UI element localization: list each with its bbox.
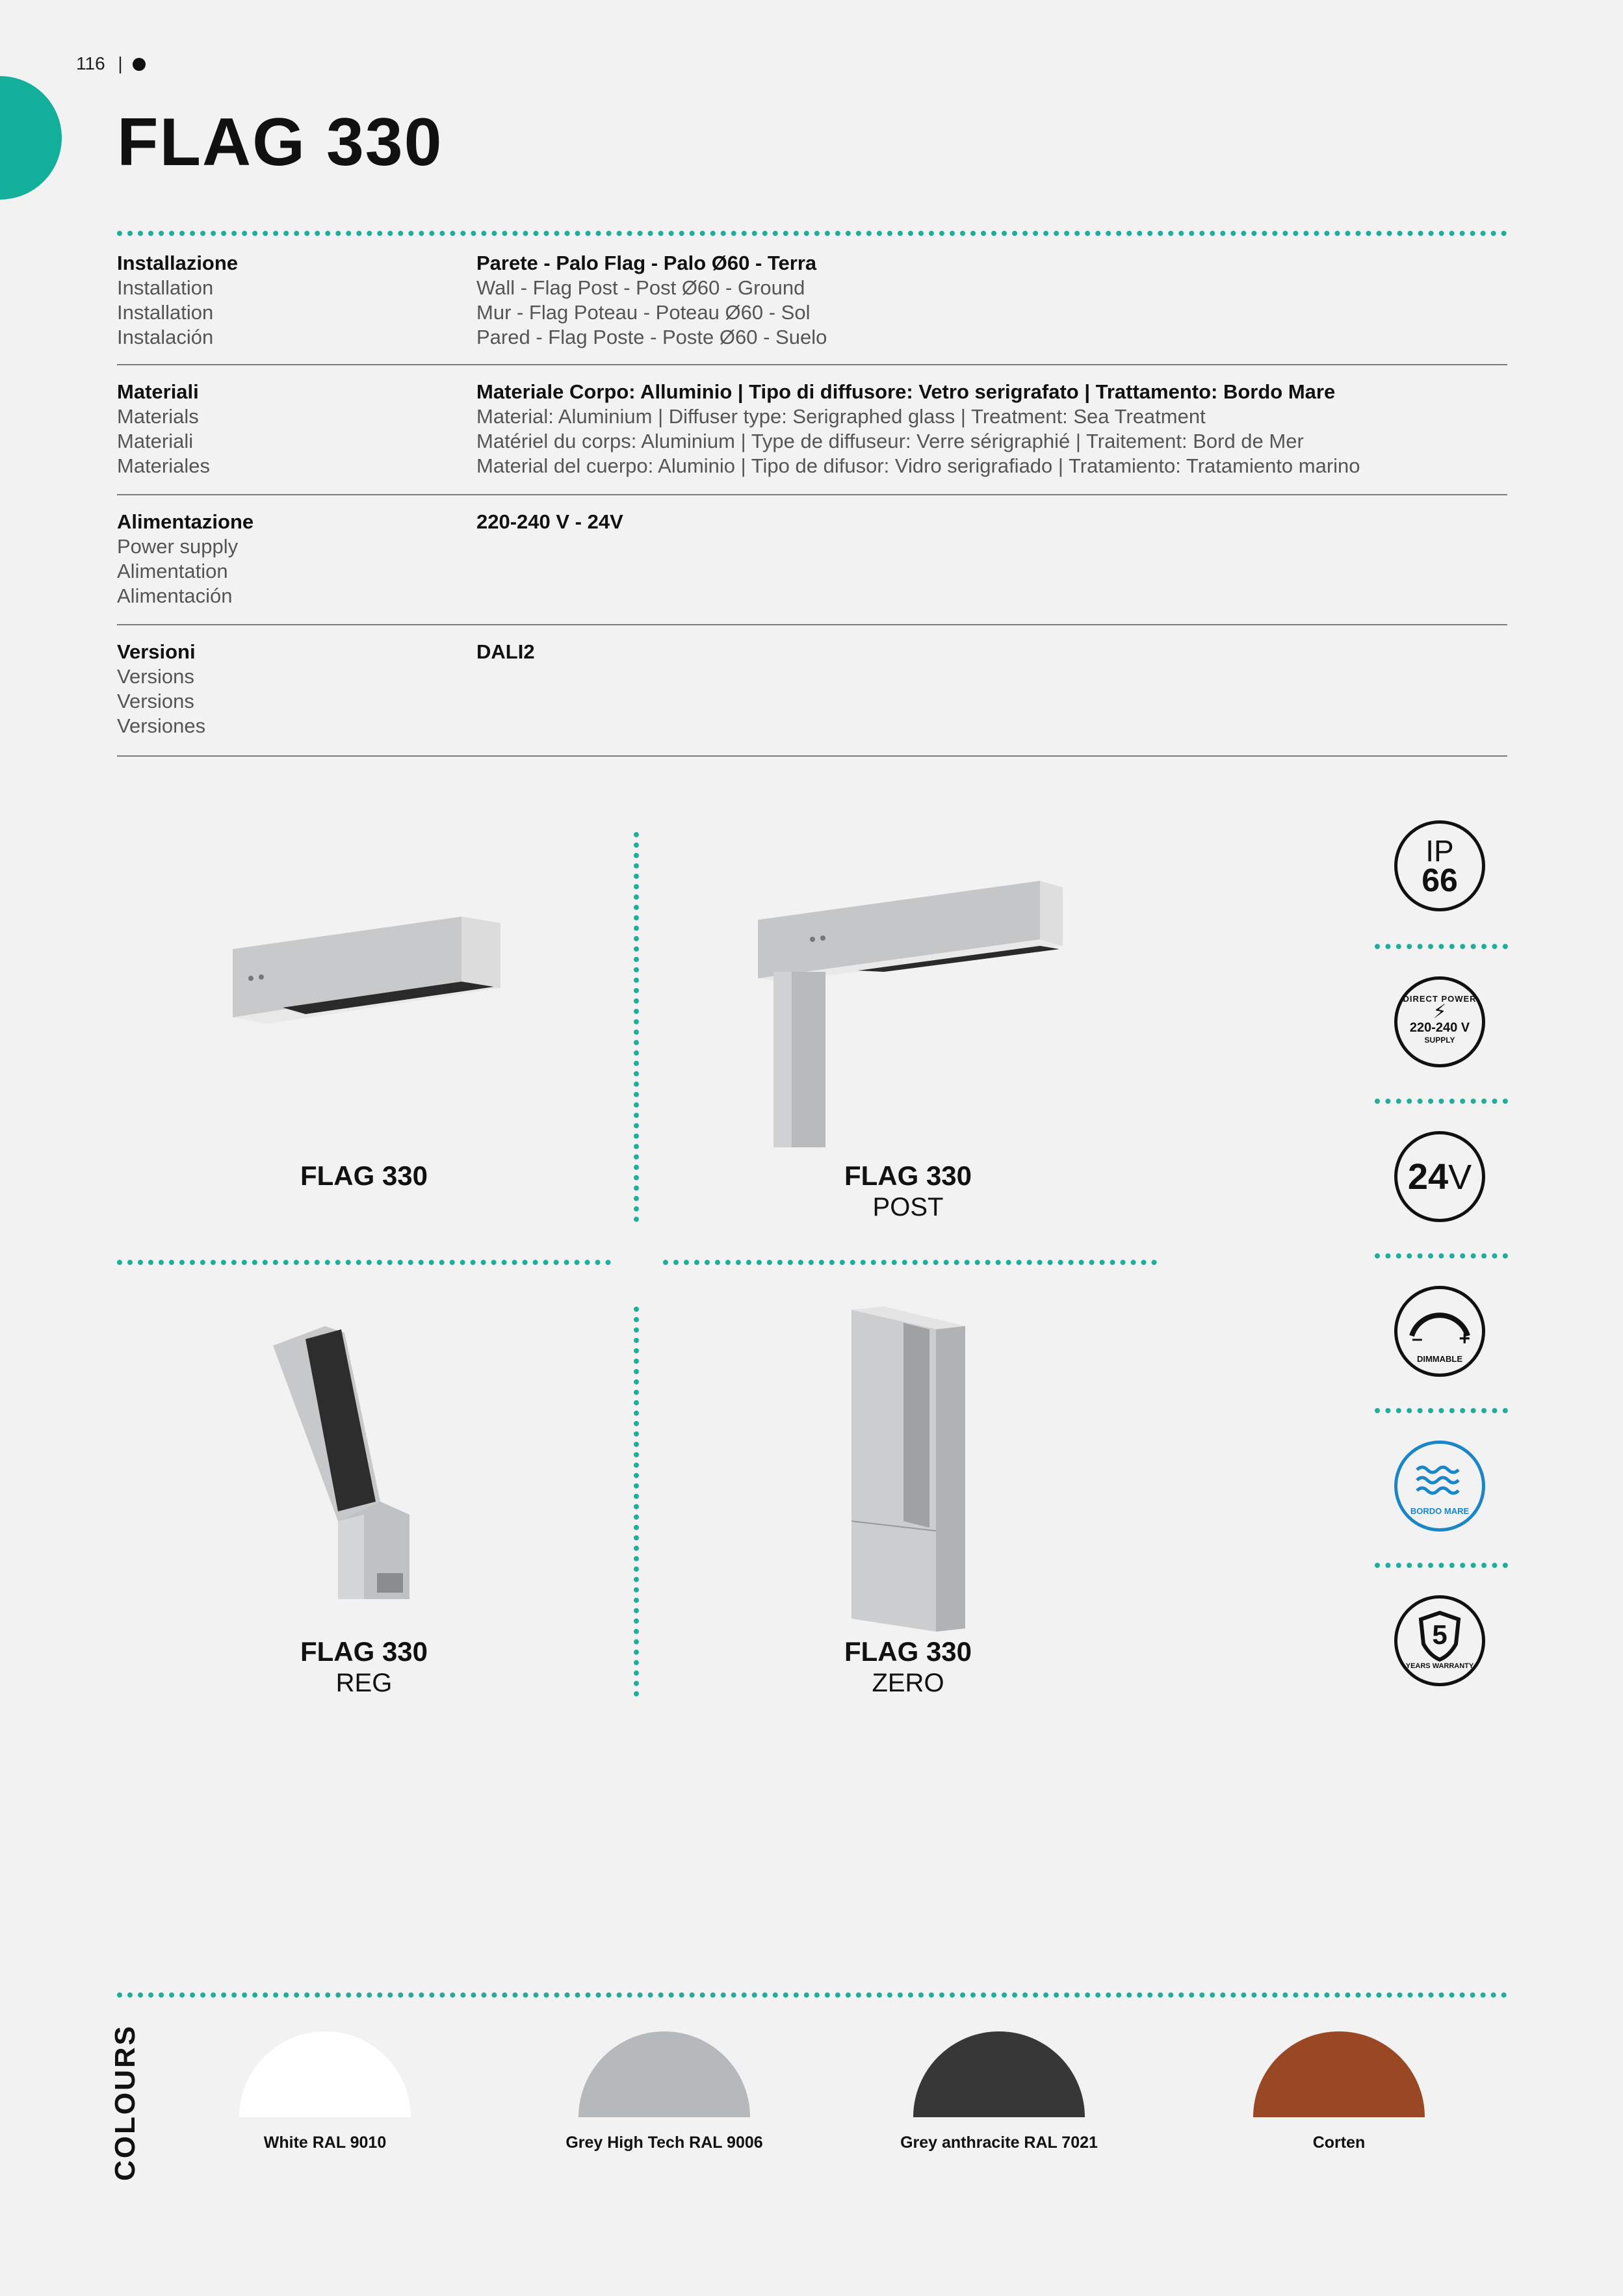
spec-label-it: Installazione: [117, 252, 239, 274]
bordo-mare-badge: [1394, 1441, 1485, 1532]
spec-value-it: 220-240 V - 24V: [476, 510, 623, 533]
spec-labels: [117, 640, 205, 738]
spec-label-fr: Materiali: [117, 430, 194, 452]
product-variant: POST: [872, 1193, 944, 1221]
colour-label: White RAL 9010: [263, 2133, 387, 2152]
divider-dotted: [1375, 1253, 1508, 1259]
voltage-range: 220-240 V: [1409, 1021, 1470, 1035]
warranty-years: 5: [1432, 1619, 1448, 1650]
spec-label-it: Materiali: [117, 380, 199, 403]
product-variant: ZERO: [872, 1669, 944, 1697]
spec-label-fr: Versions: [117, 690, 194, 712]
page-number-separator: |: [118, 53, 123, 73]
divider-dotted: [117, 1992, 1507, 1998]
divider-dotted: [663, 1260, 1157, 1265]
spec-label-es: Materiales: [117, 454, 210, 477]
spec-values: [476, 640, 535, 664]
divider-dotted-vertical: [634, 1307, 639, 1697]
lightning-icon: ⚡: [1433, 1001, 1447, 1023]
colour-swatch-anthracite: [913, 2031, 1085, 2117]
direct-power-label: DIRECT POWER: [1403, 994, 1477, 1004]
spec-value-fr: Mur - Flag Poteau - Poteau Ø60 - Sol: [476, 301, 811, 324]
warranty-label: YEARS WARRANTY: [1405, 1662, 1474, 1670]
spec-row-installation: [117, 237, 1507, 365]
spec-value-en: Wall - Flag Post - Post Ø60 - Ground: [476, 276, 805, 299]
bullet-dot-icon: [133, 58, 146, 71]
voltage-24v-badge: [1394, 1131, 1485, 1222]
spec-row-power-supply: [117, 495, 1507, 625]
ip-rating: 66: [1422, 862, 1458, 898]
colour-label: Grey anthracite RAL 7021: [900, 2133, 1098, 2152]
spec-label-it: Versioni: [117, 640, 196, 663]
divider-dotted: [1375, 1099, 1508, 1104]
spec-label-es: Alimentación: [117, 584, 233, 607]
page-title: FLAG 330: [117, 105, 443, 180]
product-name: FLAG 330: [300, 1160, 428, 1191]
product-name: FLAG 330: [844, 1160, 972, 1191]
ip66-badge: [1394, 820, 1485, 911]
colour-swatch-grey: [578, 2031, 750, 2117]
spec-label-it: Alimentazione: [117, 510, 254, 533]
spec-labels: [117, 510, 253, 608]
divider-dotted-vertical: [634, 832, 639, 1222]
spec-values: [476, 251, 827, 350]
product-name: FLAG 330: [844, 1636, 972, 1667]
spec-label-en: Power supply: [117, 535, 239, 558]
spec-labels: [117, 251, 238, 350]
spec-label-en: Materials: [117, 405, 199, 428]
divider-dotted: [117, 231, 1507, 236]
spec-value-it: DALI2: [476, 640, 535, 663]
spec-label-fr: Installation: [117, 301, 214, 324]
spec-value-en: Material: Aluminium | Diffuser type: Serigraphed glass | Treatment: Sea Treatment: [476, 405, 1206, 428]
dimmable-badge: [1394, 1286, 1485, 1377]
dim-plus: +: [1459, 1328, 1470, 1350]
spec-value-es: Material del cuerpo: Aluminio | Tipo de difusor: Vidro serigrafiado | Tratamiento: Tratamiento marino: [476, 454, 1360, 477]
product-image-flag-330: [227, 910, 507, 1060]
spec-values: [476, 380, 1360, 478]
colours-heading: COLOURS: [109, 2024, 141, 2181]
divider-dotted: [117, 1260, 611, 1265]
dim-minus: –: [1412, 1328, 1423, 1350]
spec-label-en: Installation: [117, 276, 214, 299]
product-image-flag-330-post: [754, 874, 1066, 1147]
divider-dotted: [1375, 1563, 1508, 1568]
spec-row-materials: [117, 365, 1507, 495]
page-number: [76, 53, 146, 74]
spec-values: [476, 510, 623, 534]
voltage-number: 24: [1407, 1156, 1449, 1197]
product-image-flag-330-zero: [845, 1307, 975, 1632]
waves-icon: [1397, 1458, 1482, 1504]
colour-label: Grey High Tech RAL 9006: [565, 2133, 763, 2152]
direct-power-badge: [1394, 976, 1485, 1067]
colour-swatch-white: [239, 2031, 411, 2117]
ip-label: IP: [1425, 834, 1454, 868]
product-variant: REG: [335, 1669, 393, 1697]
voltage-unit: V: [1448, 1158, 1472, 1197]
spec-label-es: Versiones: [117, 714, 206, 737]
divider-dotted: [1375, 1408, 1508, 1413]
product-image-flag-330-reg: [266, 1326, 416, 1599]
page-number-text: 116: [76, 53, 105, 73]
accent-circle: [0, 76, 62, 200]
product-name: FLAG 330: [300, 1636, 428, 1667]
spec-value-es: Pared - Flag Poste - Poste Ø60 - Suelo: [476, 326, 827, 348]
spec-value-it: Parete - Palo Flag - Palo Ø60 - Terra: [476, 252, 817, 274]
spec-labels: [117, 380, 210, 478]
spec-value-it: Materiale Corpo: Alluminio | Tipo di diffusore: Vetro serigrafato | Trattamento: Bordo Mare: [476, 380, 1336, 403]
bordo-mare-label: BORDO MARE: [1410, 1506, 1470, 1516]
spec-value-fr: Matériel du corps: Aluminium | Type de diffuseur: Verre sérigraphié | Traitement: Bord de Mer: [476, 430, 1304, 452]
spec-label-en: Versions: [117, 665, 194, 688]
spec-label-fr: Alimentation: [117, 560, 228, 582]
colour-swatch-corten: [1253, 2031, 1425, 2117]
warranty-badge: [1394, 1595, 1485, 1686]
dimmable-label: DIMMABLE: [1416, 1354, 1463, 1364]
supply-label: SUPPLY: [1424, 1036, 1455, 1045]
spec-row-versions: [117, 625, 1507, 757]
colour-label: Corten: [1312, 2133, 1366, 2152]
spec-label-es: Instalación: [117, 326, 214, 348]
divider-dotted: [1375, 944, 1508, 949]
